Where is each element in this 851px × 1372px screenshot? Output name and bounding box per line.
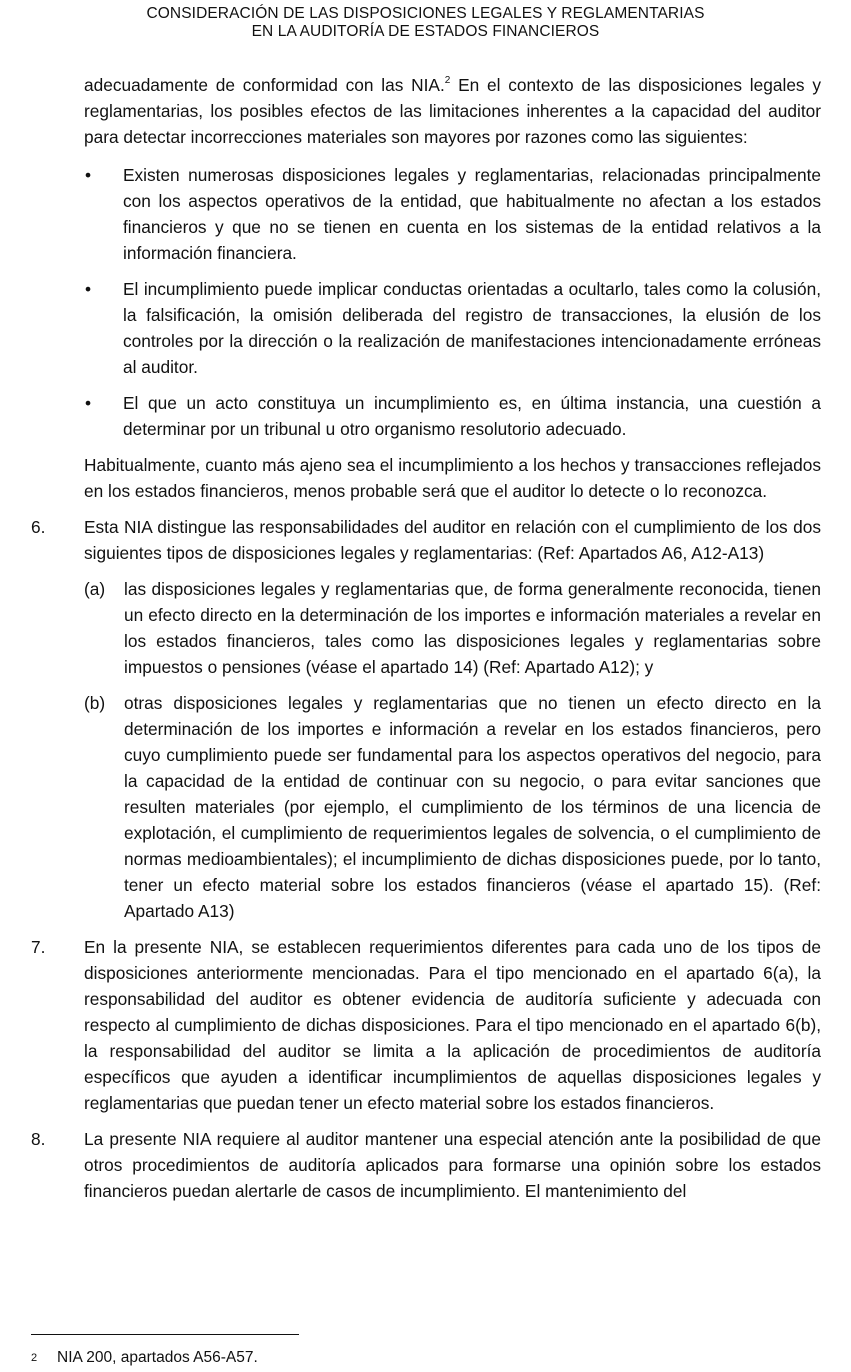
section-number: 7. [31, 937, 46, 957]
section-text: En la presente NIA, se establecen requerimientos diferentes para cada uno de los tipos de disposiciones anteriormente mencionadas. Para el tipo mencionado en el apartado 6(a), la responsabilidad del auditor es obtener evidencia de auditoría suficiente y adecuada con respecto al cumplimiento de dichas disposiciones. Para el tipo mencionado en el apartado 6(b), la responsabilidad del auditor se limita a la aplicación de procedimientos de auditoría específicos que ayuden a identificar incumplimientos de aquellas disposiciones legales y reglamentarias que puedan tener un efecto material sobre los estados financieros. [84, 937, 821, 1113]
section-8 [31, 1126, 821, 1204]
page-body [31, 72, 821, 1204]
bullet-icon: • [85, 393, 92, 413]
footnote [31, 1348, 258, 1368]
intro-text-start: adecuadamente de conformidad con las NIA. [84, 75, 445, 95]
section-text: Esta NIA distingue las responsabilidades del auditor en relación con el cumplimiento de los dos siguientes tipos de disposiciones legales y reglamentarias: (Ref: Apartados A6, A12-A13) [84, 517, 821, 563]
subitem-a [31, 576, 821, 680]
footnote-divider [31, 1334, 299, 1335]
footnote-reference[interactable]: 2 [444, 75, 451, 87]
bullet-item [31, 276, 821, 380]
intro-paragraph [31, 72, 821, 150]
section-number: 6. [31, 517, 46, 537]
section-6 [31, 514, 821, 566]
subitem-text: las disposiciones legales y reglamentarias que, de forma generalmente reconocida, tienen un efecto directo en la determinación de los importes e información materiales a revelar en los estados financieros, tales como las disposiciones legales y reglamentarias sobre impuestos o pensiones (véase el apartado 14) (Ref: Apartado A12); y [124, 579, 821, 677]
subitem-text: otras disposiciones legales y reglamentarias que no tienen un efecto directo en la determinación de los importes e información a revelar en los estados financieros, pero cuyo cumplimiento puede ser fundamental para los aspectos operativos del negocio, para la capacidad de la entidad de continuar con su negocio, o para evitar sanciones que resulten materiales (por ejemplo, el cumplimiento de los términos de una licencia de explotación, el cumplimiento de requerimientos legales de solvencia, o el cumplimiento de normas medioambientales); el incumplimiento de dichas disposiciones puede, por lo tanto, tener un efecto material sobre los estados financieros (véase el apartado 15). (Ref: Apartado A13) [124, 693, 821, 921]
running-header [0, 5, 851, 41]
bullet-text: El incumplimiento puede implicar conductas orientadas a ocultarlo, tales como la colusión, la falsificación, la omisión deliberada del registro de transacciones, la elusión de los controles por la dirección o la realización de manifestaciones intencionadamente erróneas al auditor. [123, 279, 821, 377]
bullet-item [31, 162, 821, 266]
subitem-label: (a) [84, 579, 106, 599]
subitem-b [31, 690, 821, 924]
closing-paragraph: Habitualmente, cuanto más ajeno sea el incumplimiento a los hechos y transacciones reflejados en los estados financieros, menos probable será que el auditor lo detecte o lo reconozca. [84, 455, 821, 501]
footnote-number: 2 [31, 1352, 38, 1364]
bullet-item [31, 390, 821, 442]
subitem-label: (b) [84, 693, 106, 713]
bullet-text: Existen numerosas disposiciones legales y reglamentarias, relacionadas principalmente con los aspectos operativos de la entidad, que habitualmente no afectan a los estados financieros y que no se tienen en cuenta en los sistemas de la entidad relativos a la información financiera. [123, 165, 821, 263]
bullet-icon: • [85, 165, 92, 185]
bullet-icon: • [85, 279, 92, 299]
section-number: 8. [31, 1129, 46, 1149]
section-7 [31, 934, 821, 1116]
section-text: La presente NIA requiere al auditor mantener una especial atención ante la posibilidad de que otros procedimientos de auditoría aplicados para formarse una opinión sobre los estados financieros puedan alertarle de casos de incumplimiento. El mantenimiento del [84, 1129, 821, 1201]
intro-text-end: En el contexto de las disposiciones legales y reglamentarias, los posibles efectos de las limitaciones inherentes a la capacidad del auditor para detectar incorrecciones materiales son mayores por razones como las siguientes: [84, 75, 821, 147]
header-line-1: CONSIDERACIÓN DE LAS DISPOSICIONES LEGALES Y REGLAMENTARIAS [146, 5, 705, 22]
footnote-text: NIA 200, apartados A56-A57. [57, 1349, 258, 1366]
header-line-2: EN LA AUDITORÍA DE ESTADOS FINANCIEROS [251, 23, 600, 40]
bullet-text: El que un acto constituya un incumplimiento es, en última instancia, una cuestión a determinar por un tribunal u otro organismo resolutorio adecuado. [123, 393, 821, 439]
